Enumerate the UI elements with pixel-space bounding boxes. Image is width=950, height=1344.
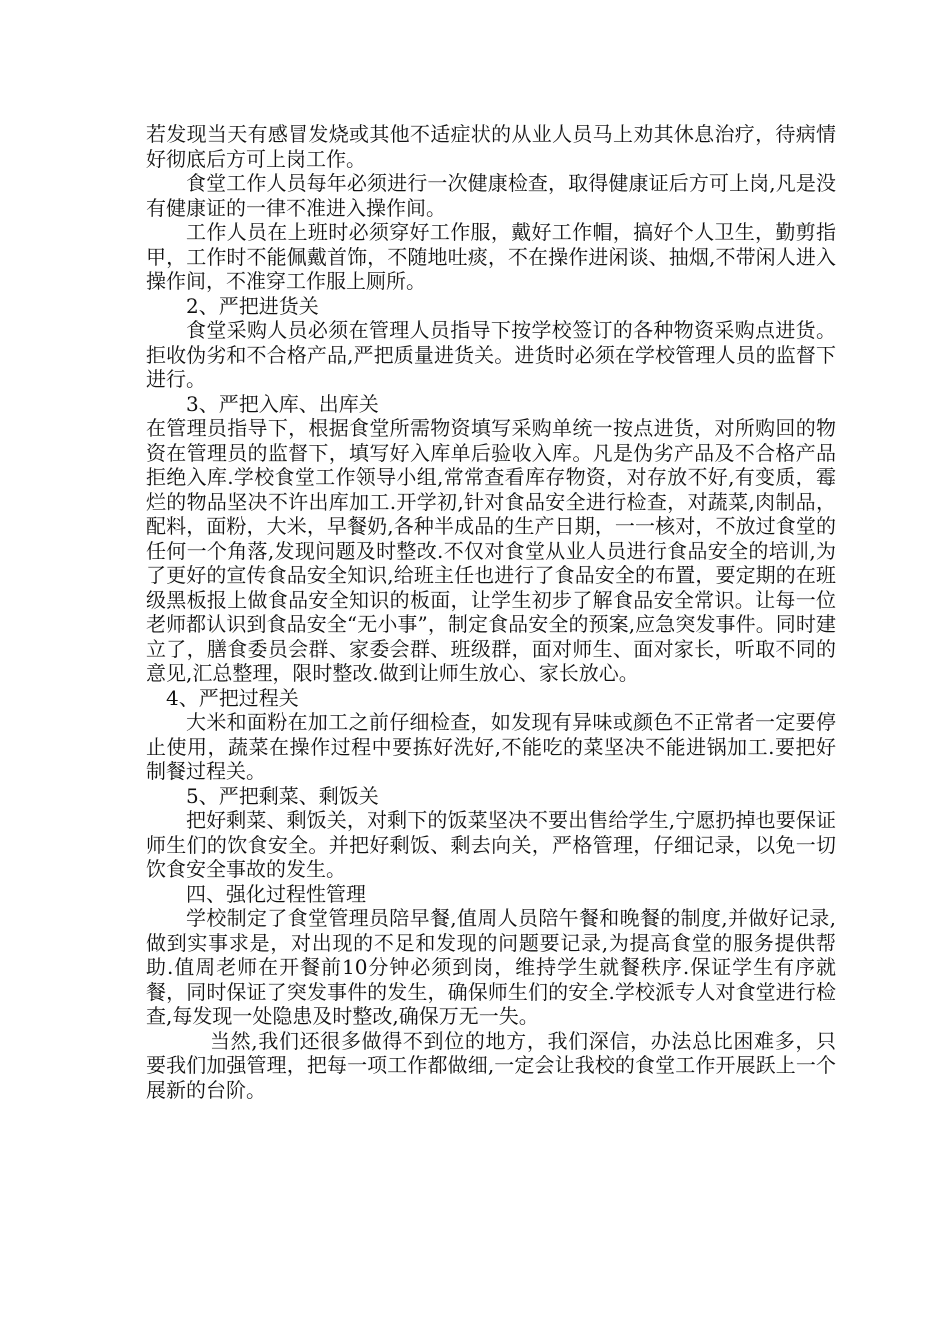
paragraph-conclusion: 当然,我们还很多做得不到位的地方，我们深信，办法总比困难多，只要我们加强管理，把每一项工作都做细,一定会让我校的食堂工作开展跃上一个展新的台阶。 — [146, 1028, 836, 1102]
document-body — [146, 122, 836, 1102]
heading-purchase-control: 2、严把进货关 — [186, 293, 319, 318]
paragraph-process: 大米和面粉在加工之前仔细检查，如发现有异味或颜色不正常者一定要停止使用，蔬菜在操作过程中要拣好洗好,不能吃的菜坚决不能进锅加工.要把好制餐过程关。 — [146, 710, 836, 783]
paragraph-sick-leave: 若发现当天有感冒发烧或其他不适症状的从业人员马上劝其休息治疗，待病情好彻底后方可上岗工作。 — [146, 122, 836, 171]
heading-storage-control: 3、严把入库、出库关 — [186, 391, 379, 416]
heading-process-management: 四、强化过程性管理 — [186, 881, 366, 906]
heading-process-control: 4、严把过程关 — [166, 685, 299, 710]
paragraph-leftover: 把好剩菜、剩饭关，对剩下的饭菜坚决不要出售给学生,宁愿扔掉也要保证师生们的饮食安全。并把好剩饭、剩去向关，严格管理，仔细记录，以免一切饮食安全事故的发生。 — [146, 808, 836, 881]
paragraph-storage: 在管理员指导下，根据食堂所需物资填写采购单统一按点进货，对所购回的物资在管理员的监督下，填写好入库单后验收入库。凡是伪劣产品及不合格产品拒绝入库.学校食堂工作领导小组,常常查看库存物资，对存放不好,有变质，霉烂的物品坚决不许出库加工.开学初,针对食品安全进行检查，对蔬菜,肉制品，配料，面粉，大米，早餐奶,各种半成品的生产日期，一一核对，不放过食堂的任何一个角落,发现问题及时整改.不仅对食堂从业人员进行食品安全的培训,为了更好的宣传食品安全知识,给班主任也进行了食品安全的布置，要定期的在班级黑板报上做食品安全知识的板面，让学生初步了解食品安全常识。让每一位老师都认识到食品安全“无小事”，制定食品安全的预案,应急突发事件。同时建立了，膳食委员会群、家委会群、班级群，面对师生、面对家长，听取不同的意见,汇总整理，限时整改.做到让师生放心、家长放心。 — [146, 416, 836, 685]
paragraph-health-check: 食堂工作人员每年必须进行一次健康检查，取得健康证后方可上岗,凡是没有健康证的一律不准进入操作间。 — [146, 171, 836, 220]
paragraph-work-attire: 工作人员在上班时必须穿好工作服，戴好工作帽，搞好个人卫生，勤剪指甲，工作时不能佩戴首饰，不随地吐痰，不在操作进闲谈、抽烟,不带闲人进入操作间，不准穿工作服上厕所。 — [146, 220, 836, 293]
paragraph-management: 学校制定了食堂管理员陪早餐,值周人员陪午餐和晚餐的制度,并做好记录,做到实事求是，对出现的不足和发现的问题要记录,为提高食堂的服务提供帮助.值周老师在开餐前10分钟必须到岗，维持学生就餐秩序.保证学生有序就餐，同时保证了突发事件的发生，确保师生们的安全.学校派专人对食堂进行检查,每发现一处隐患及时整改,确保万无一失。 — [146, 906, 836, 1028]
heading-leftover-control: 5、严把剩菜、剩饭关 — [186, 783, 379, 808]
paragraph-purchase: 食堂采购人员必须在管理人员指导下按学校签订的各种物资采购点进货。拒收伪劣和不合格产品,严把质量进货关。进货时必须在学校管理人员的监督下进行。 — [146, 318, 836, 391]
